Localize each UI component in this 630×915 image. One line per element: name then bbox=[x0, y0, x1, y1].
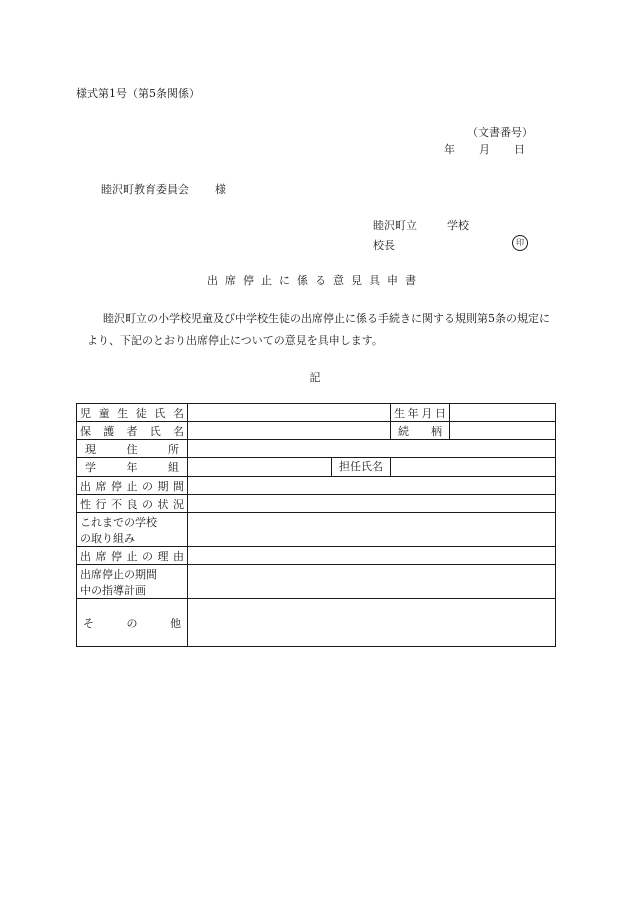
field-period[interactable] bbox=[188, 477, 556, 495]
addressee bbox=[101, 181, 226, 197]
label-birth-date: 生年月日 bbox=[391, 404, 450, 422]
field-student-name[interactable] bbox=[188, 404, 391, 422]
label-teacher: 担任氏名 bbox=[331, 458, 390, 476]
document-number: （文書番号） bbox=[467, 126, 533, 139]
sender-school bbox=[373, 217, 469, 233]
field-relationship[interactable] bbox=[450, 422, 556, 440]
seal-mark: 印 bbox=[512, 235, 528, 251]
field-plan[interactable] bbox=[188, 565, 556, 599]
date-line bbox=[444, 141, 528, 157]
sender-principal: 校長 bbox=[373, 239, 395, 252]
label-grade: 学年組 bbox=[77, 458, 188, 477]
field-grade[interactable] bbox=[188, 458, 391, 477]
label-address: 現住所 bbox=[77, 440, 188, 458]
field-address[interactable] bbox=[188, 440, 556, 458]
label-efforts-line2: の取り組み bbox=[80, 531, 135, 545]
field-other[interactable] bbox=[188, 599, 556, 647]
label-period: 出席停止の期間 bbox=[77, 477, 188, 495]
application-table bbox=[76, 403, 556, 647]
addressee-name: 睦沢町教育委員会 bbox=[101, 183, 189, 196]
label-efforts-line1: これまでの学校 bbox=[80, 515, 157, 529]
field-birth-date[interactable] bbox=[450, 404, 556, 422]
label-plan-line1: 出席停止の期間 bbox=[80, 567, 157, 581]
label-student-name: 児童生徒氏名 bbox=[77, 404, 188, 422]
label-relationship: 続 柄 bbox=[391, 422, 450, 440]
date-month: 月 bbox=[479, 143, 490, 156]
field-efforts[interactable] bbox=[188, 513, 556, 547]
field-reason[interactable] bbox=[188, 547, 556, 565]
date-day: 日 bbox=[514, 143, 525, 156]
label-plan-line2: 中の指導計画 bbox=[80, 583, 146, 597]
field-guardian-name[interactable] bbox=[188, 422, 391, 440]
school-prefix: 睦沢町立 bbox=[373, 219, 417, 232]
document-title: 出席停止に係る意見具申書 bbox=[207, 274, 423, 287]
date-year: 年 bbox=[444, 143, 455, 156]
label-efforts bbox=[77, 513, 188, 547]
body-paragraph: 睦沢町立の小学校児童及び中学校生徒の出席停止に係る手続きに関する規則第5条の規定により、下記のとおり出席停止についての意見を具申します。 bbox=[87, 312, 550, 347]
field-misconduct[interactable] bbox=[188, 495, 556, 513]
field-teacher[interactable] bbox=[391, 458, 556, 477]
label-plan bbox=[77, 565, 188, 599]
school-suffix: 学校 bbox=[447, 219, 469, 232]
label-misconduct: 性行不良の状況 bbox=[77, 495, 188, 513]
label-guardian-name: 保護者氏名 bbox=[77, 422, 188, 440]
ki-heading: 記 bbox=[309, 371, 321, 384]
addressee-honorific: 様 bbox=[215, 183, 226, 196]
label-reason: 出席停止の理由 bbox=[77, 547, 188, 565]
label-other: その他 bbox=[77, 599, 188, 647]
grade-value[interactable] bbox=[188, 458, 331, 476]
form-number: 様式第1号（第5条関係） bbox=[76, 87, 200, 100]
